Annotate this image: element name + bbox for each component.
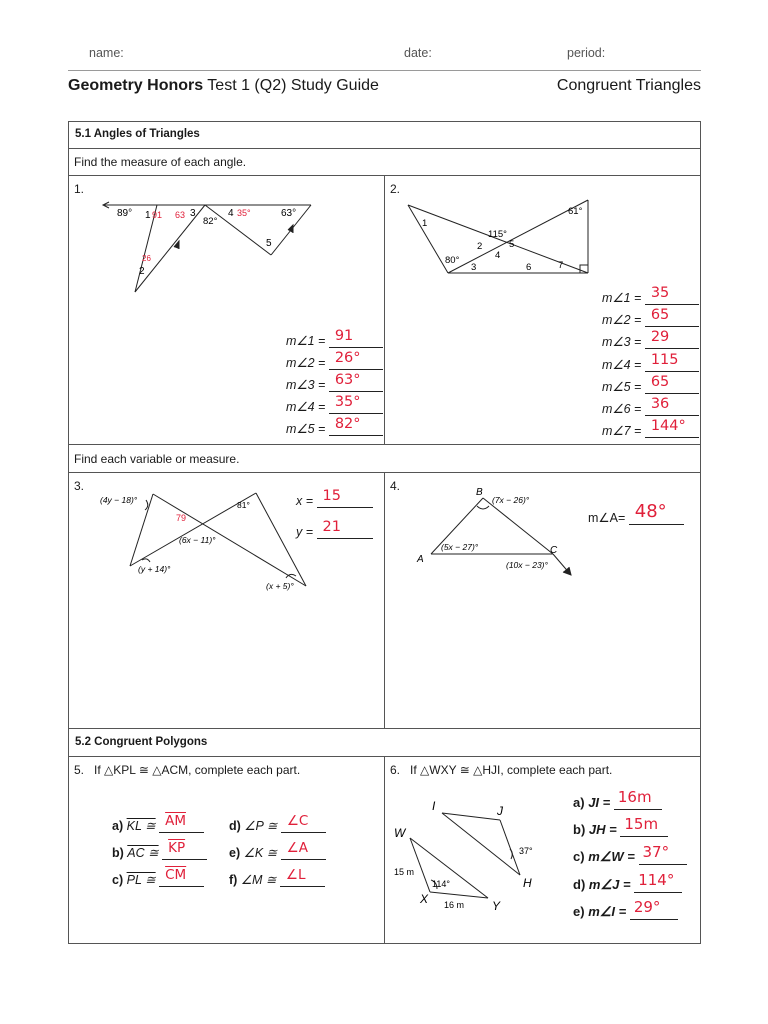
problem-number: 6.	[390, 763, 401, 777]
answer-blank[interactable]	[281, 840, 326, 860]
part-expression: KL ≅	[126, 819, 156, 833]
scribble: 35°	[237, 208, 251, 218]
problem-statement	[74, 763, 300, 777]
part-letter: c)	[112, 873, 124, 887]
side-label: 16 m	[444, 900, 465, 910]
expression-label: (7x − 26)°	[492, 495, 530, 505]
problem-number: 4.	[390, 479, 401, 493]
vertex-label: Y	[492, 899, 501, 913]
period-label: period:	[567, 46, 606, 60]
answer-value: 82°	[334, 416, 361, 432]
angle-label: 2	[477, 241, 483, 252]
answer-row	[573, 897, 678, 920]
answer-label: m∠3 =	[602, 335, 642, 350]
answer-value: 29	[650, 329, 670, 346]
answer-label: m∠A=	[588, 511, 626, 525]
answer-blank[interactable]	[329, 350, 383, 370]
problem-number: 2.	[390, 182, 401, 196]
answer-value: 144°	[650, 418, 686, 435]
congruence-item	[229, 840, 326, 860]
vertex-label: I	[432, 799, 436, 813]
angle-label: 61°	[568, 206, 583, 217]
angle-label: 114°	[432, 879, 450, 889]
part-expression: PL ≅	[126, 873, 156, 887]
answer-row	[602, 307, 699, 328]
answer-blank[interactable]	[634, 870, 682, 893]
answer-value: $\overline{CM}$	[165, 867, 187, 883]
answer-blank[interactable]	[629, 501, 684, 525]
answer-blank[interactable]	[329, 394, 383, 414]
row-rule	[68, 121, 701, 122]
answer-row	[296, 519, 373, 539]
answer-value: 15	[322, 488, 341, 504]
answer-label: m∠6 =	[602, 402, 642, 416]
page-title: Geometry Honors Test 1 (Q2) Study Guide	[68, 77, 379, 94]
part-expression: m∠I =	[588, 903, 627, 919]
part-expression: ∠K ≅	[243, 846, 278, 860]
answer-blank[interactable]	[317, 519, 373, 539]
congruence-item	[229, 867, 325, 887]
answer-value: 65	[650, 307, 670, 324]
instruction: Find the measure of each angle.	[74, 155, 247, 169]
answer-label: m∠2 =	[286, 356, 326, 370]
problem-2-figure	[400, 197, 595, 277]
part-letter: b)	[573, 822, 586, 838]
answer-row	[573, 815, 668, 838]
answer-label: m∠3 =	[286, 378, 326, 392]
angle-label: 5	[266, 238, 272, 249]
answer-value: 63°	[334, 372, 361, 388]
answer-value: 35	[650, 285, 670, 301]
scribble: 26	[142, 254, 151, 263]
vertex-label: C	[550, 545, 558, 556]
expression-label: (y + 14)°	[138, 564, 171, 574]
problem-number: 1.	[74, 182, 85, 196]
expression-label: (x + 5)°	[266, 581, 294, 591]
row-rule	[68, 444, 701, 445]
angle-label: 5	[509, 239, 515, 250]
problem-6-figure	[392, 795, 552, 915]
angle-label: 63°	[281, 208, 297, 219]
part-expression: JI =	[588, 795, 611, 810]
expression-label: 81°	[237, 500, 250, 510]
vertex-label: W	[394, 826, 406, 840]
answer-row	[602, 285, 699, 305]
problem-statement	[390, 763, 612, 777]
angle-label: 80°	[445, 255, 460, 266]
answer-blank[interactable]	[645, 329, 699, 349]
answer-blank[interactable]	[639, 843, 687, 865]
answer-row	[286, 416, 383, 436]
answer-blank[interactable]	[614, 788, 662, 810]
answer-label: m∠4 =	[602, 357, 642, 372]
answer-label: m∠1 =	[602, 291, 642, 305]
part-expression: AC ≅	[127, 846, 159, 860]
answer-blank[interactable]	[645, 396, 699, 416]
part-expression: ∠P ≅	[244, 819, 278, 833]
answer-value: 65	[650, 373, 670, 390]
section-title: 5.2 Congruent Polygons	[75, 736, 208, 748]
answer-row	[286, 372, 383, 392]
answer-row	[602, 373, 699, 394]
answer-blank[interactable]	[162, 840, 207, 860]
answer-blank[interactable]	[329, 416, 383, 436]
answer-blank[interactable]	[280, 867, 325, 887]
answer-row	[296, 488, 373, 508]
answer-row	[573, 788, 662, 810]
instruction: Find each variable or measure.	[74, 452, 240, 466]
row-rule	[68, 728, 701, 729]
answer-blank[interactable]	[645, 418, 699, 438]
answer-value: ∠L	[285, 867, 306, 883]
answer-row	[286, 394, 383, 414]
answer-value: 35°	[334, 394, 361, 410]
expression-label: (10x − 23)°	[506, 560, 548, 570]
problem-number: 3.	[74, 479, 85, 493]
answer-label: x =	[296, 494, 314, 508]
part-letter: f)	[229, 873, 238, 887]
answer-row	[588, 501, 684, 525]
part-letter: e)	[229, 846, 241, 860]
congruence-item	[112, 813, 204, 833]
angle-label: 1	[145, 210, 151, 221]
part-expression: m∠J =	[588, 876, 631, 892]
answer-blank[interactable]	[630, 897, 678, 920]
answer-blank[interactable]	[645, 307, 699, 327]
vertex-label: J	[497, 804, 503, 818]
column-divider	[384, 472, 385, 728]
part-expression: ∠M ≅	[240, 873, 277, 887]
vertex-label: X	[420, 892, 429, 906]
angle-label: 37°	[519, 846, 533, 856]
name-label: name:	[89, 46, 124, 60]
part-letter: c)	[573, 849, 585, 865]
answer-label: y =	[296, 525, 314, 539]
problem-statement-text: If △KPL ≅ △ACM, complete each part.	[94, 763, 301, 777]
column-divider	[384, 175, 385, 444]
answer-value: 36	[650, 396, 670, 412]
answer-value: 37°	[642, 843, 670, 862]
answer-blank[interactable]	[159, 867, 204, 887]
angle-label: 4	[228, 208, 234, 219]
header-rule	[68, 70, 701, 71]
answer-value: $\overline{KP}$	[168, 840, 186, 856]
answer-row	[286, 350, 383, 370]
answer-value: 21	[322, 519, 341, 535]
answer-blank[interactable]	[620, 815, 668, 837]
expression-label: (5x − 27)°	[441, 542, 479, 552]
problem-3-figure	[96, 488, 316, 598]
answer-value: ∠A	[286, 840, 308, 856]
vertex-label: B	[476, 487, 483, 498]
part-letter: e)	[573, 903, 585, 919]
answer-row	[602, 418, 699, 439]
column-divider	[384, 756, 385, 944]
answer-value: ∠C	[286, 813, 309, 829]
answer-value: 29°	[633, 897, 661, 916]
answer-row	[573, 870, 682, 893]
scribble: 79	[176, 513, 187, 523]
answer-label: m∠5 =	[286, 422, 326, 436]
problem-number: 5.	[74, 763, 85, 777]
answer-blank[interactable]	[645, 351, 699, 372]
part-letter: a)	[573, 795, 585, 810]
answer-label: m∠4 =	[286, 400, 326, 414]
answer-row	[602, 351, 699, 372]
angle-label: 1	[422, 218, 428, 229]
vertex-label: A	[417, 554, 424, 565]
problem-1-figure	[95, 195, 320, 300]
scribble: 63	[175, 210, 186, 220]
answer-value: 48°	[634, 501, 667, 522]
answer-row	[573, 843, 687, 865]
answer-value: 15m	[624, 815, 659, 834]
part-letter: b)	[112, 846, 124, 860]
section-title: 5.1 Angles of Triangles	[75, 128, 200, 140]
answer-blank[interactable]	[329, 328, 383, 348]
problem-4-figure	[413, 484, 578, 579]
answer-label: m∠7 =	[602, 424, 642, 439]
answer-value: 91	[334, 328, 354, 344]
answer-blank[interactable]	[329, 372, 383, 392]
answer-value: 114°	[638, 870, 675, 889]
answer-blank[interactable]	[317, 488, 373, 508]
expression-label: (4y − 18)°	[100, 495, 138, 505]
expression-label: (6x − 11)°	[179, 535, 216, 545]
congruence-item	[229, 813, 326, 833]
angle-label: 4	[495, 250, 501, 261]
part-expression: m∠W =	[588, 849, 635, 865]
answer-value: $\overline{AM}$	[165, 813, 186, 829]
problem-statement-text: If △WXY ≅ △HJI, complete each part.	[410, 763, 613, 777]
angle-label: 89°	[117, 208, 133, 219]
part-letter: a)	[112, 819, 124, 833]
angle-label: 115°	[488, 229, 507, 240]
answer-value: 26°	[334, 350, 361, 366]
angle-label: 82°	[203, 216, 218, 227]
angle-label: 6	[526, 262, 532, 273]
page-subject: Congruent Triangles	[556, 77, 701, 94]
vertex-label: H	[523, 876, 532, 890]
angle-label: 3	[190, 208, 196, 219]
angle-label: 2	[139, 266, 145, 277]
date-label: date:	[404, 46, 432, 60]
answer-value: 16m	[617, 788, 652, 806]
answer-blank[interactable]	[159, 813, 204, 833]
part-letter: d)	[229, 819, 241, 833]
part-expression: JH =	[588, 822, 617, 838]
angle-label: 3	[471, 262, 477, 273]
answer-value: 115	[650, 351, 679, 368]
answer-label: m∠5 =	[602, 379, 642, 394]
row-rule	[68, 148, 701, 149]
answer-blank[interactable]	[281, 813, 326, 833]
congruence-item	[112, 840, 207, 860]
angle-label: 7	[558, 260, 564, 271]
side-label: 15 m	[394, 867, 415, 877]
congruence-item	[112, 867, 204, 887]
answer-blank[interactable]	[645, 373, 699, 394]
answer-label: m∠1 =	[286, 334, 326, 348]
part-letter: d)	[573, 876, 586, 892]
answer-row	[286, 328, 383, 348]
answer-label: m∠2 =	[602, 313, 642, 328]
answer-blank[interactable]	[645, 285, 699, 305]
scribble: 91	[152, 210, 163, 220]
answer-row	[602, 329, 699, 350]
answer-row	[602, 396, 699, 416]
